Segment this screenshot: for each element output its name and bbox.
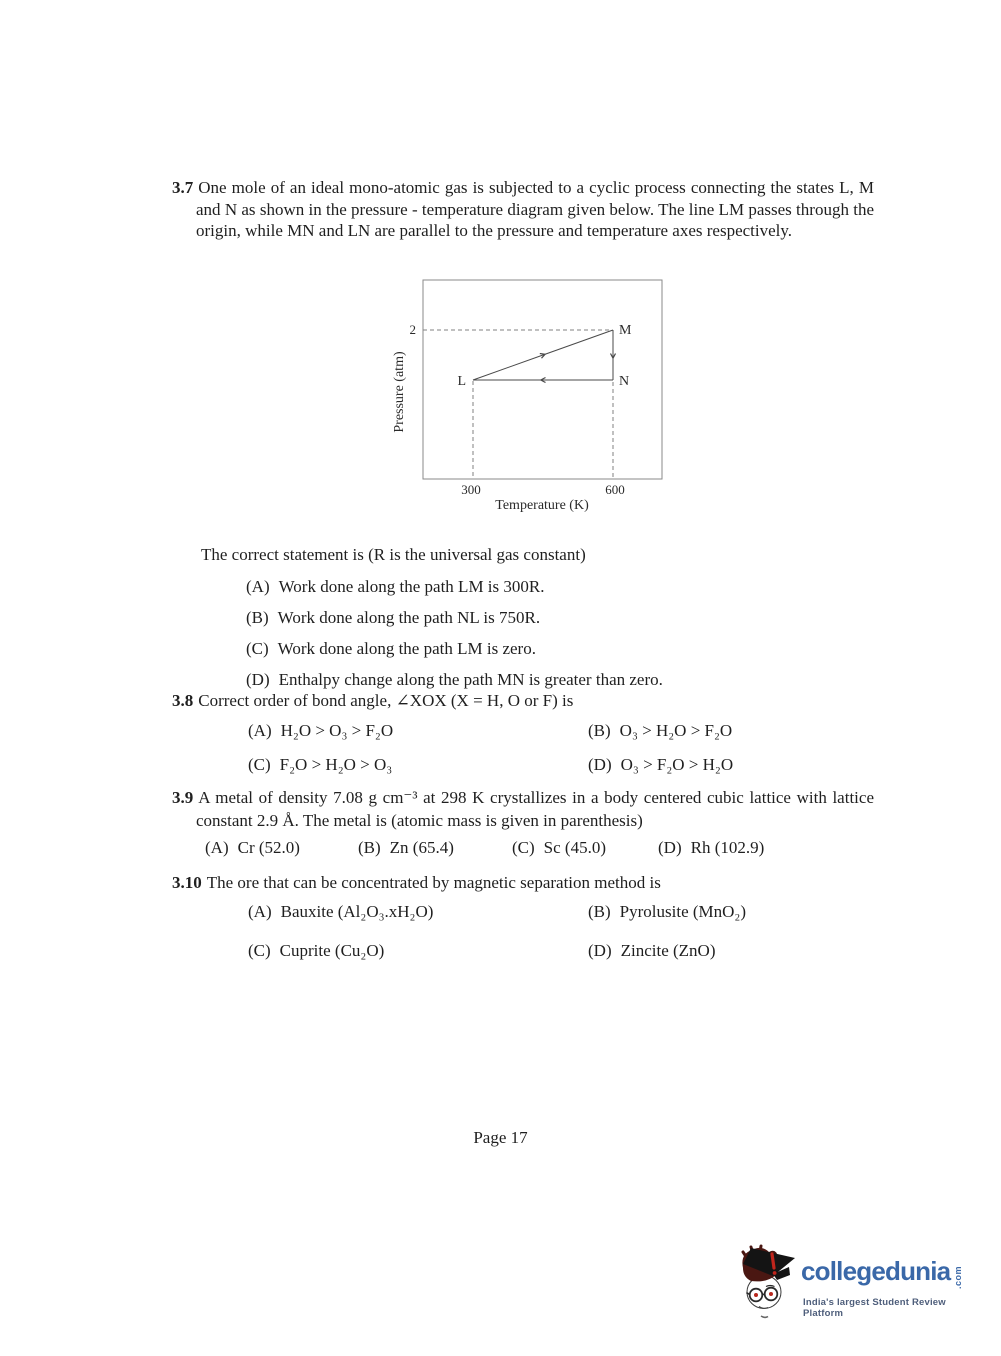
option-3-10-c <box>248 941 384 961</box>
collegedunia-logo <box>737 1244 972 1322</box>
option-label: (D) <box>588 941 612 960</box>
question-3-10 <box>172 872 881 894</box>
option-3-7-a <box>246 577 544 597</box>
option-text: Work done along the path LM is 300R. <box>278 577 545 596</box>
option-label: (B) <box>588 721 611 740</box>
option-text: Cuprite (Cu₂O) <box>279 941 385 960</box>
question-3-8 <box>172 690 874 712</box>
option-label: (D) <box>658 838 682 857</box>
option-text: Enthalpy change along the path MN is greater than zero. <box>278 670 663 689</box>
option-label: (D) <box>246 670 270 689</box>
mascot-icon <box>737 1244 801 1320</box>
option-3-7-c <box>246 639 536 659</box>
option-3-7-d <box>246 670 663 690</box>
option-3-10-a <box>248 902 433 922</box>
option-text: Work done along the path LM is zero. <box>277 639 536 658</box>
question-3-7-stem: The correct statement is (R is the universal gas constant) <box>201 545 586 564</box>
option-text: F₂O > H₂O > O₃ <box>279 755 393 774</box>
point-label-N: N <box>619 374 630 389</box>
option-3-9-b <box>358 838 454 858</box>
option-text: Work done along the path NL is 750R. <box>277 608 541 627</box>
option-3-8-c <box>248 755 392 775</box>
option-label: (C) <box>512 838 535 857</box>
question-3-8-text: Correct order of bond angle, ∠XOX (X = H, O or F) is <box>198 691 574 710</box>
question-3-10-text: The ore that can be concentrated by magnetic separation method is <box>206 873 661 892</box>
option-label: (B) <box>588 902 611 921</box>
option-3-9-c <box>512 838 606 858</box>
question-3-10-number: 3.10 <box>172 873 202 892</box>
question-3-9 <box>172 786 874 832</box>
option-text: Bauxite (Al₂O₃.xH₂O) <box>280 902 434 921</box>
option-3-9-d <box>658 838 764 858</box>
option-label: (A) <box>248 721 272 740</box>
option-3-7-b <box>246 608 540 628</box>
page-number: Page 17 <box>473 1128 528 1147</box>
option-3-10-d <box>588 941 716 961</box>
option-text: Sc (45.0) <box>543 838 606 857</box>
option-text: Zincite (ZnO) <box>620 941 716 960</box>
question-3-7-text: One mole of an ideal mono-atomic gas is subjected to a cyclic process connecting the states L, M and N as shown in the pressure - temperature diagram given below. The line LM passes through the origin, while MN and LN are parallel to the pressure and temperature axes respectively. <box>196 178 874 240</box>
option-label: (A) <box>205 838 229 857</box>
point-label-M: M <box>619 323 632 338</box>
option-label: (D) <box>588 755 612 774</box>
option-text: Cr (52.0) <box>237 838 300 857</box>
option-label: (A) <box>248 902 272 921</box>
option-text: Pyrolusite (MnO₂) <box>619 902 747 921</box>
question-3-8-number: 3.8 <box>172 691 194 710</box>
question-3-7 <box>172 177 874 242</box>
y-tick-2: 2 <box>409 322 416 337</box>
option-text: H₂O > O₃ > F₂O <box>280 721 394 740</box>
option-label: (A) <box>246 577 270 596</box>
brand-tagline: India's largest Student Review Platform <box>803 1297 946 1319</box>
pressure-temperature-diagram <box>390 272 675 514</box>
option-text: O₃ > H₂O > F₂O <box>619 721 733 740</box>
option-text: Rh (102.9) <box>690 838 765 857</box>
option-label: (B) <box>358 838 381 857</box>
y-axis-label: Pressure (atm) <box>392 351 407 433</box>
question-3-9-text: A metal of density 7.08 g cm⁻³ at 298 K crystallizes in a body centered cubic lattice with lattice constant 2.9 Å. The metal is (atomic mass is given in parenthesis) <box>196 788 874 830</box>
x-tick-300: 300 <box>461 482 481 497</box>
option-3-10-b <box>588 902 746 922</box>
option-text: Zn (65.4) <box>389 838 454 857</box>
x-axis-label: Temperature (K) <box>495 498 589 513</box>
question-3-7-number: 3.7 <box>172 178 194 197</box>
option-3-8-d <box>588 755 733 775</box>
option-label: (B) <box>246 608 269 627</box>
question-3-9-number: 3.9 <box>172 788 194 807</box>
option-label: (C) <box>248 941 271 960</box>
option-label: (C) <box>248 755 271 774</box>
option-3-8-b <box>588 721 732 741</box>
process-path-LM <box>473 330 613 380</box>
option-label: (C) <box>246 639 269 658</box>
brand-wordmark: collegedunia <box>801 1256 951 1286</box>
brand-domain-suffix: .com <box>953 1266 963 1290</box>
option-text: O₃ > F₂O > H₂O <box>620 755 734 774</box>
x-tick-600: 600 <box>605 482 625 497</box>
option-3-8-a <box>248 721 393 741</box>
option-3-9-a <box>205 838 300 858</box>
point-label-L: L <box>457 374 466 389</box>
